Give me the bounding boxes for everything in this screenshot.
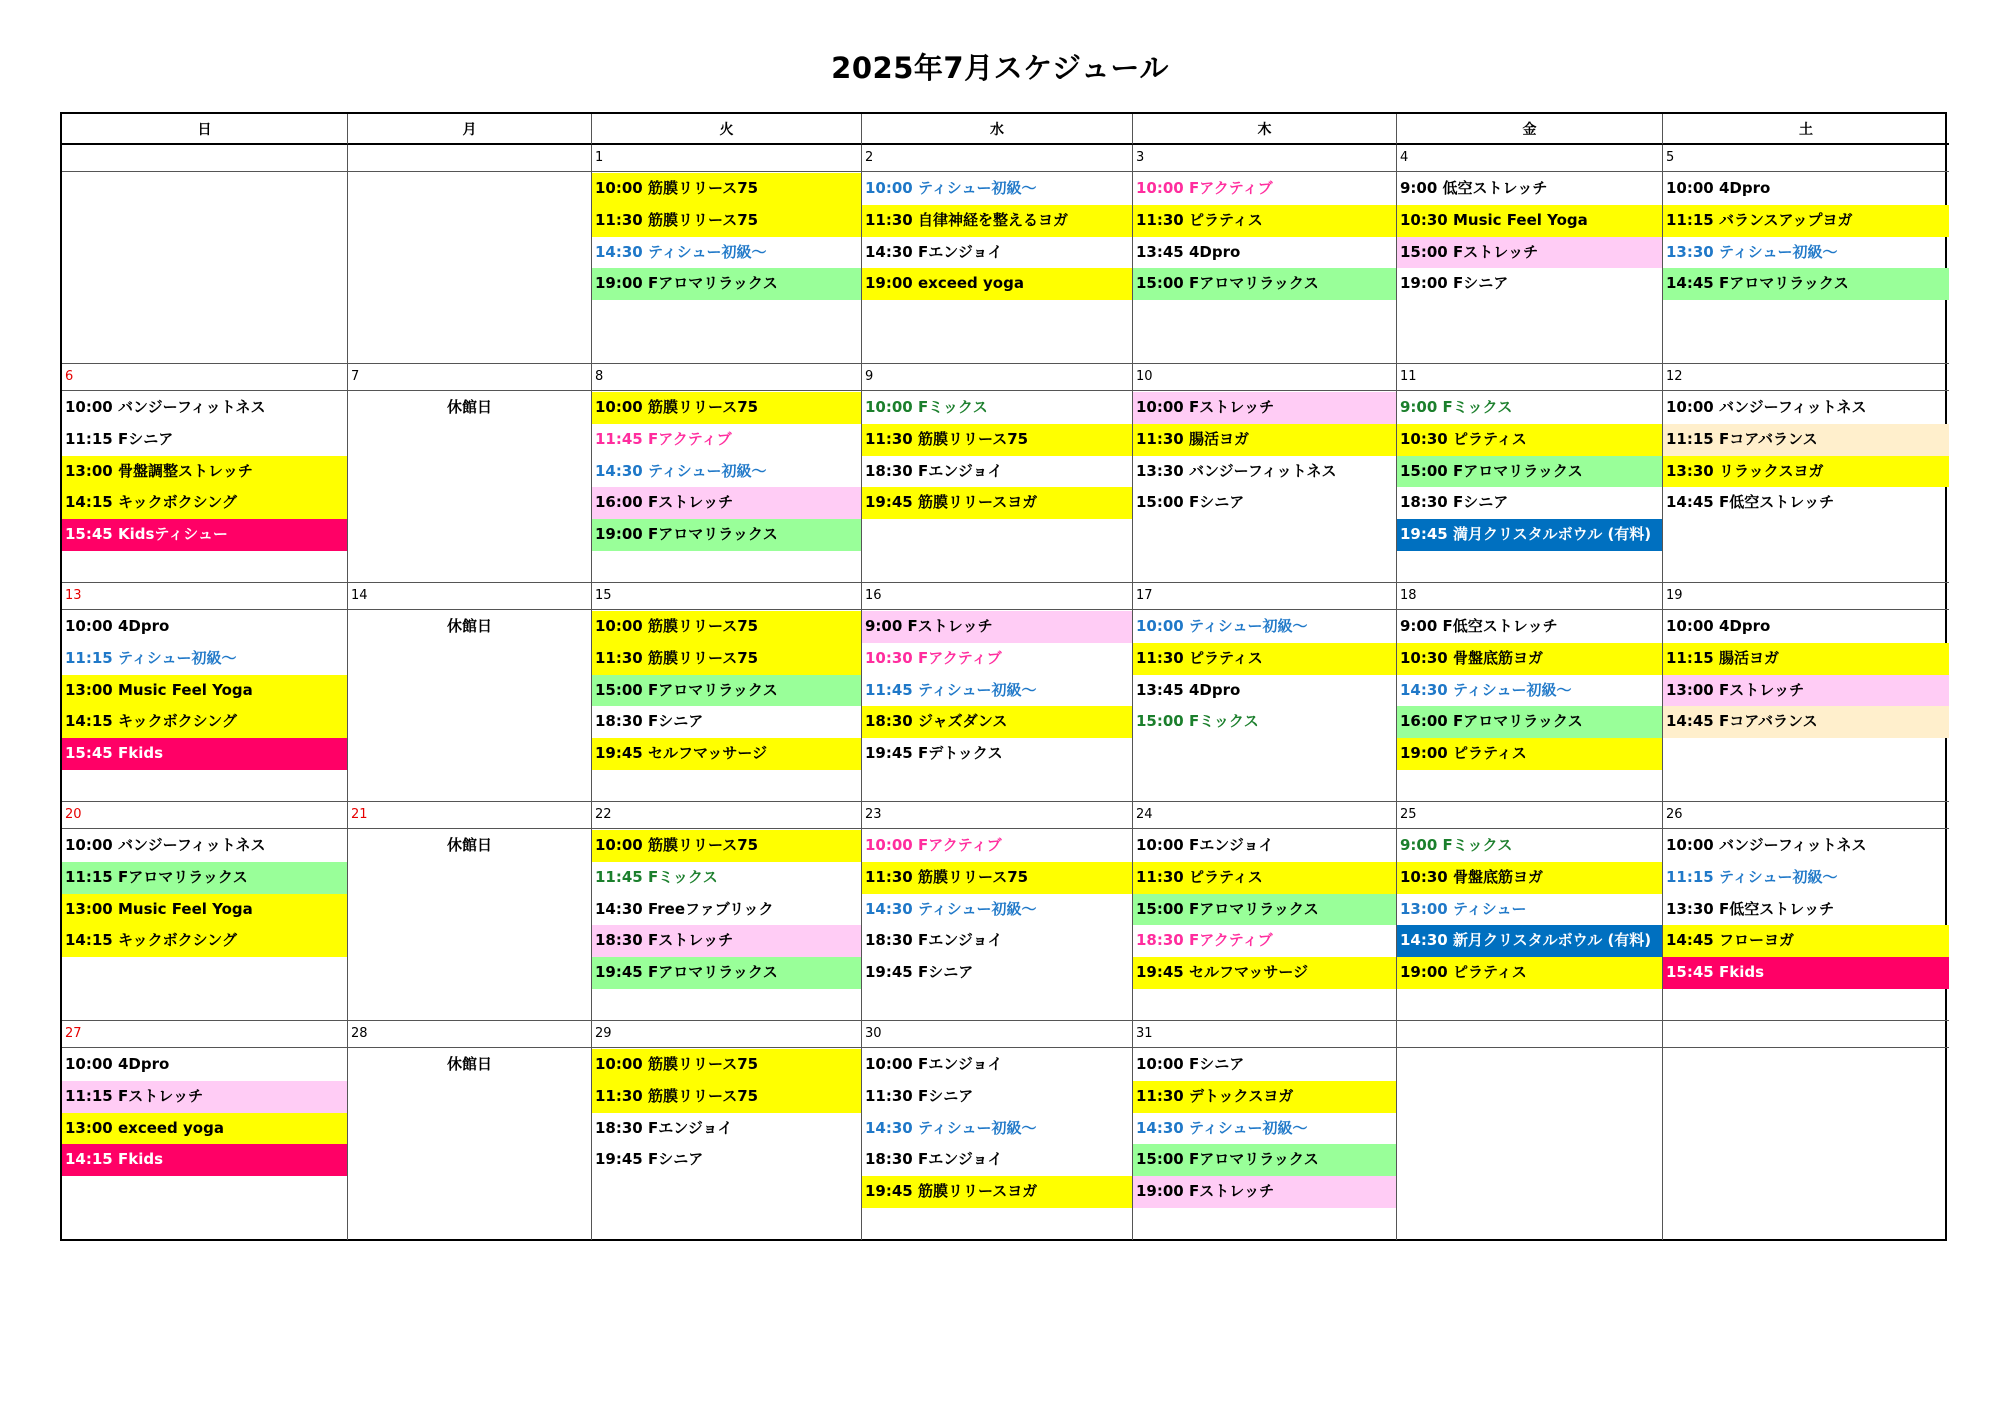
schedule-event: 14:45 F低空ストレッチ bbox=[1666, 493, 1835, 512]
day-cell bbox=[862, 1048, 1133, 1240]
schedule-event: 13:45 4Dpro bbox=[1136, 680, 1241, 699]
schedule-event: 11:15 腸活ヨガ bbox=[1663, 643, 1949, 675]
day-cell bbox=[1663, 829, 1949, 1021]
day-number: 23 bbox=[862, 802, 1133, 829]
schedule-event: 15:00 Fアロマリラックス bbox=[592, 675, 861, 707]
schedule-event: 9:00 Fミックス bbox=[1400, 836, 1513, 854]
day-number: 15 bbox=[592, 583, 862, 610]
schedule-event: 19:45 Fアロマリラックス bbox=[592, 957, 861, 989]
schedule-event: 19:00 Fアロマリラックス bbox=[592, 268, 861, 300]
schedule-event: 11:30 筋膜リリース75 bbox=[862, 424, 1132, 456]
day-number: 25 bbox=[1397, 802, 1663, 829]
day-number: 24 bbox=[1133, 802, 1397, 829]
schedule-event: 19:00 ピラティス bbox=[1397, 738, 1662, 770]
schedule-event: 16:00 Fストレッチ bbox=[592, 487, 861, 519]
day-number: 3 bbox=[1133, 145, 1397, 172]
schedule-event: 14:30 ティシュー初級～ bbox=[865, 1118, 1037, 1137]
day-cell bbox=[592, 829, 862, 1021]
schedule-event: 11:30 ピラティス bbox=[1133, 643, 1396, 675]
schedule-event: 10:00 バンジーフィットネス bbox=[1666, 398, 1867, 416]
day-number: 5 bbox=[1663, 145, 1949, 172]
schedule-event: 10:00 Fエンジョイ bbox=[865, 1055, 1003, 1073]
schedule-event: 10:00 筋膜リリース75 bbox=[592, 611, 861, 643]
schedule-event: 14:30 Fエンジョイ bbox=[865, 242, 1003, 261]
day-cell bbox=[62, 610, 348, 802]
day-cell bbox=[1397, 829, 1663, 1021]
schedule-event: 18:30 Fエンジョイ bbox=[865, 931, 1003, 950]
schedule-event: 11:15 バランスアップヨガ bbox=[1663, 205, 1949, 237]
schedule-event: 10:30 Fアクティブ bbox=[865, 648, 1002, 667]
day-number: 18 bbox=[1397, 583, 1663, 610]
schedule-event: 15:45 Fkids bbox=[62, 738, 347, 770]
schedule-event: 10:00 ティシュー初級～ bbox=[1136, 617, 1308, 635]
schedule-event: 10:00 4Dpro bbox=[65, 617, 170, 635]
schedule-event: 14:15 キックボクシング bbox=[62, 925, 347, 957]
day-number: 6 bbox=[62, 364, 348, 391]
schedule-event: 19:00 exceed yoga bbox=[862, 268, 1132, 300]
day-cell bbox=[862, 610, 1133, 802]
schedule-event: 10:00 4Dpro bbox=[1666, 179, 1771, 197]
schedule-event: 19:45 筋膜リリースヨガ bbox=[862, 487, 1132, 519]
schedule-event: 15:00 Fアロマリラックス bbox=[1133, 1144, 1396, 1176]
day-cell bbox=[62, 172, 348, 364]
schedule-event: 14:30 ティシュー初級～ bbox=[595, 461, 767, 480]
schedule-event: 10:00 筋膜リリース75 bbox=[592, 830, 861, 862]
schedule-event: 11:30 筋膜リリース75 bbox=[592, 1081, 861, 1113]
day-number: 31 bbox=[1133, 1021, 1397, 1048]
schedule-event: 19:45 Fデトックス bbox=[865, 744, 1003, 763]
schedule-event: 18:30 Fシニア bbox=[595, 712, 704, 731]
schedule-event: 13:30 リラックスヨガ bbox=[1663, 456, 1949, 488]
schedule-event: 14:30 ティシュー初級～ bbox=[1400, 680, 1572, 699]
day-number bbox=[348, 145, 592, 172]
schedule-event: 14:15 キックボクシング bbox=[62, 487, 347, 519]
day-cell bbox=[1133, 1048, 1397, 1240]
schedule-event: 11:15 Fコアバランス bbox=[1663, 424, 1949, 456]
schedule-event: 19:45 筋膜リリースヨガ bbox=[862, 1176, 1132, 1208]
schedule-event: 11:45 ティシュー初級～ bbox=[865, 680, 1037, 699]
schedule-event: 11:30 ピラティス bbox=[1133, 862, 1396, 894]
day-cell bbox=[1133, 391, 1397, 583]
schedule-event: 11:30 腸活ヨガ bbox=[1133, 424, 1396, 456]
weekday-header: 水 bbox=[862, 114, 1133, 145]
schedule-event: 9:00 Fミックス bbox=[1400, 398, 1513, 416]
day-number: 26 bbox=[1663, 802, 1949, 829]
schedule-event: 14:30 ティシュー初級～ bbox=[595, 242, 767, 261]
schedule-event: 10:30 Music Feel Yoga bbox=[1397, 205, 1662, 237]
day-cell bbox=[348, 1048, 592, 1240]
day-cell bbox=[1663, 1048, 1949, 1240]
schedule-event: 19:45 Fシニア bbox=[865, 963, 974, 982]
schedule-event: 16:00 Fアロマリラックス bbox=[1397, 706, 1662, 738]
schedule-event: 9:00 F低空ストレッチ bbox=[1400, 617, 1558, 635]
day-number: 20 bbox=[62, 802, 348, 829]
schedule-event: 19:45 セルフマッサージ bbox=[592, 738, 861, 770]
day-cell bbox=[592, 391, 862, 583]
day-cell bbox=[1133, 610, 1397, 802]
day-cell bbox=[1397, 610, 1663, 802]
schedule-event: 10:00 Fアクティブ bbox=[865, 836, 1002, 854]
schedule-event: 10:00 筋膜リリース75 bbox=[592, 1049, 861, 1081]
schedule-event: 14:45 フローヨガ bbox=[1663, 925, 1949, 957]
day-cell bbox=[62, 1048, 348, 1240]
day-number: 19 bbox=[1663, 583, 1949, 610]
schedule-event: 15:45 Kidsティシュー bbox=[62, 519, 347, 551]
day-cell bbox=[592, 172, 862, 364]
day-cell bbox=[1133, 829, 1397, 1021]
day-cell bbox=[348, 829, 592, 1021]
day-number bbox=[1663, 1021, 1949, 1048]
calendar-grid bbox=[60, 112, 1947, 1241]
schedule-event: 10:30 骨盤底筋ヨガ bbox=[1397, 862, 1662, 894]
day-number: 30 bbox=[862, 1021, 1133, 1048]
day-cell bbox=[862, 172, 1133, 364]
schedule-event: 10:30 ピラティス bbox=[1397, 424, 1662, 456]
day-cell bbox=[1397, 172, 1663, 364]
schedule-event: 19:45 セルフマッサージ bbox=[1133, 957, 1396, 989]
schedule-event: 11:30 デトックスヨガ bbox=[1133, 1081, 1396, 1113]
weekday-header: 金 bbox=[1397, 114, 1663, 145]
schedule-event: 10:00 Fミックス bbox=[865, 398, 988, 416]
schedule-event: 19:00 Fアロマリラックス bbox=[592, 519, 861, 551]
schedule-event: 11:30 筋膜リリース75 bbox=[592, 643, 861, 675]
schedule-event: 11:15 Fストレッチ bbox=[62, 1081, 347, 1113]
schedule-event: 13:00 骨盤調整ストレッチ bbox=[62, 456, 347, 488]
schedule-event: 15:00 Fシニア bbox=[1136, 493, 1245, 512]
day-number: 17 bbox=[1133, 583, 1397, 610]
day-number: 13 bbox=[62, 583, 348, 610]
closed-label: 休館日 bbox=[446, 836, 492, 854]
day-cell bbox=[592, 1048, 862, 1240]
schedule-event: 10:00 4Dpro bbox=[1666, 617, 1771, 635]
schedule-event: 10:00 バンジーフィットネス bbox=[65, 398, 266, 416]
schedule-event: 11:15 Fアロマリラックス bbox=[62, 862, 347, 894]
schedule-event: 11:45 Fアクティブ bbox=[595, 429, 732, 448]
schedule-event: 18:30 Fエンジョイ bbox=[595, 1118, 733, 1137]
day-cell bbox=[62, 391, 348, 583]
day-cell bbox=[348, 172, 592, 364]
day-cell bbox=[348, 610, 592, 802]
schedule-event: 18:30 Fストレッチ bbox=[592, 925, 861, 957]
weekday-header: 土 bbox=[1663, 114, 1949, 145]
day-cell bbox=[1133, 172, 1397, 364]
day-number: 7 bbox=[348, 364, 592, 391]
schedule-event: 14:30 ティシュー初級～ bbox=[1136, 1118, 1308, 1137]
schedule-event: 10:00 Fエンジョイ bbox=[1136, 836, 1274, 854]
schedule-event: 10:00 筋膜リリース75 bbox=[592, 173, 861, 205]
day-cell bbox=[592, 610, 862, 802]
schedule-event: 19:00 ピラティス bbox=[1397, 957, 1662, 989]
day-number: 9 bbox=[862, 364, 1133, 391]
day-number bbox=[1397, 1021, 1663, 1048]
schedule-event: 13:00 Music Feel Yoga bbox=[62, 894, 347, 926]
day-number: 12 bbox=[1663, 364, 1949, 391]
schedule-event: 11:30 自律神経を整えるヨガ bbox=[862, 205, 1132, 237]
schedule-event: 10:00 Fシニア bbox=[1136, 1055, 1245, 1073]
day-number: 29 bbox=[592, 1021, 862, 1048]
day-number: 14 bbox=[348, 583, 592, 610]
schedule-event: 9:00 低空ストレッチ bbox=[1400, 179, 1548, 197]
day-number: 22 bbox=[592, 802, 862, 829]
schedule-event: 15:00 Fアロマリラックス bbox=[1397, 456, 1662, 488]
page-title: 2025年7月スケジュール bbox=[831, 51, 1169, 85]
day-cell bbox=[1397, 391, 1663, 583]
schedule-event: 15:45 Fkids bbox=[1663, 957, 1949, 989]
schedule-event: 18:30 Fエンジョイ bbox=[865, 461, 1003, 480]
schedule-event: 18:30 ジャズダンス bbox=[862, 706, 1132, 738]
schedule-event: 10:00 筋膜リリース75 bbox=[592, 392, 861, 424]
schedule-event: 13:00 Fストレッチ bbox=[1663, 675, 1949, 707]
schedule-event: 14:30 新月クリスタルボウル (有料) bbox=[1397, 925, 1662, 957]
schedule-event: 14:30 ティシュー初級～ bbox=[865, 899, 1037, 918]
day-number: 1 bbox=[592, 145, 862, 172]
schedule-event: 15:00 Fストレッチ bbox=[1397, 237, 1662, 269]
day-number: 16 bbox=[862, 583, 1133, 610]
schedule-event: 10:00 Fストレッチ bbox=[1133, 392, 1396, 424]
day-cell bbox=[62, 829, 348, 1021]
closed-label: 休館日 bbox=[446, 398, 492, 416]
weekday-header: 月 bbox=[348, 114, 592, 145]
schedule-event: 11:45 Fミックス bbox=[595, 867, 718, 886]
schedule-event: 9:00 Fストレッチ bbox=[862, 611, 1132, 643]
day-number: 28 bbox=[348, 1021, 592, 1048]
schedule-event: 19:45 Fシニア bbox=[595, 1150, 704, 1169]
day-number: 11 bbox=[1397, 364, 1663, 391]
day-cell bbox=[1663, 391, 1949, 583]
weekday-header: 火 bbox=[592, 114, 862, 145]
schedule-event: 19:00 Fストレッチ bbox=[1133, 1176, 1396, 1208]
schedule-event: 14:45 Fアロマリラックス bbox=[1663, 268, 1949, 300]
closed-label: 休館日 bbox=[446, 1055, 492, 1073]
schedule-event: 14:45 Fコアバランス bbox=[1663, 706, 1949, 738]
weekday-header: 日 bbox=[62, 114, 348, 145]
schedule-event: 11:15 ティシュー初級～ bbox=[1666, 867, 1838, 886]
schedule-event: 15:00 Fアロマリラックス bbox=[1133, 268, 1396, 300]
schedule-event: 11:30 筋膜リリース75 bbox=[862, 862, 1132, 894]
closed-label: 休館日 bbox=[446, 617, 492, 635]
schedule-event: 13:00 Music Feel Yoga bbox=[62, 675, 347, 707]
schedule-event: 13:30 F低空ストレッチ bbox=[1666, 899, 1835, 918]
schedule-event: 11:15 Fシニア bbox=[65, 429, 174, 448]
schedule-event: 10:00 バンジーフィットネス bbox=[1666, 836, 1867, 854]
schedule-event: 14:15 キックボクシング bbox=[62, 706, 347, 738]
day-cell bbox=[1663, 172, 1949, 364]
schedule-event: 11:30 筋膜リリース75 bbox=[592, 205, 861, 237]
schedule-event: 14:15 Fkids bbox=[62, 1144, 347, 1176]
day-cell bbox=[1397, 1048, 1663, 1240]
day-number: 8 bbox=[592, 364, 862, 391]
schedule-event: 13:30 ティシュー初級～ bbox=[1666, 242, 1838, 261]
schedule-event: 13:00 exceed yoga bbox=[62, 1113, 347, 1145]
schedule-event: 18:30 Fアクティブ bbox=[1136, 931, 1273, 950]
weekday-header: 木 bbox=[1133, 114, 1397, 145]
day-number: 21 bbox=[348, 802, 592, 829]
day-number: 4 bbox=[1397, 145, 1663, 172]
schedule-event: 11:30 ピラティス bbox=[1133, 205, 1396, 237]
schedule-event: 13:30 バンジーフィットネス bbox=[1136, 461, 1337, 480]
day-number: 27 bbox=[62, 1021, 348, 1048]
schedule-event: 10:30 骨盤底筋ヨガ bbox=[1397, 643, 1662, 675]
schedule-event: 19:45 満月クリスタルボウル (有料) bbox=[1397, 519, 1662, 551]
schedule-event: 15:00 Fミックス bbox=[1136, 712, 1259, 731]
day-number bbox=[62, 145, 348, 172]
day-number: 10 bbox=[1133, 364, 1397, 391]
day-cell bbox=[862, 391, 1133, 583]
schedule-event: 19:00 Fシニア bbox=[1400, 274, 1509, 293]
schedule-event: 10:00 バンジーフィットネス bbox=[65, 836, 266, 854]
schedule-event: 15:00 Fアロマリラックス bbox=[1133, 894, 1396, 926]
schedule-event: 14:30 Freeファブリック bbox=[595, 899, 774, 918]
schedule-event: 10:00 Fアクティブ bbox=[1136, 179, 1273, 197]
day-number: 2 bbox=[862, 145, 1133, 172]
schedule-event: 11:15 ティシュー初級～ bbox=[65, 648, 237, 667]
schedule-event: 11:30 Fシニア bbox=[865, 1086, 974, 1105]
schedule-event: 10:00 ティシュー初級～ bbox=[865, 179, 1037, 197]
schedule-event: 10:00 4Dpro bbox=[65, 1055, 170, 1073]
day-cell bbox=[348, 391, 592, 583]
schedule-event: 13:45 4Dpro bbox=[1136, 242, 1241, 261]
schedule-event: 18:30 Fシニア bbox=[1400, 493, 1509, 512]
day-cell bbox=[862, 829, 1133, 1021]
schedule-event: 13:00 ティシュー bbox=[1400, 899, 1527, 918]
day-cell bbox=[1663, 610, 1949, 802]
schedule-event: 18:30 Fエンジョイ bbox=[865, 1150, 1003, 1169]
